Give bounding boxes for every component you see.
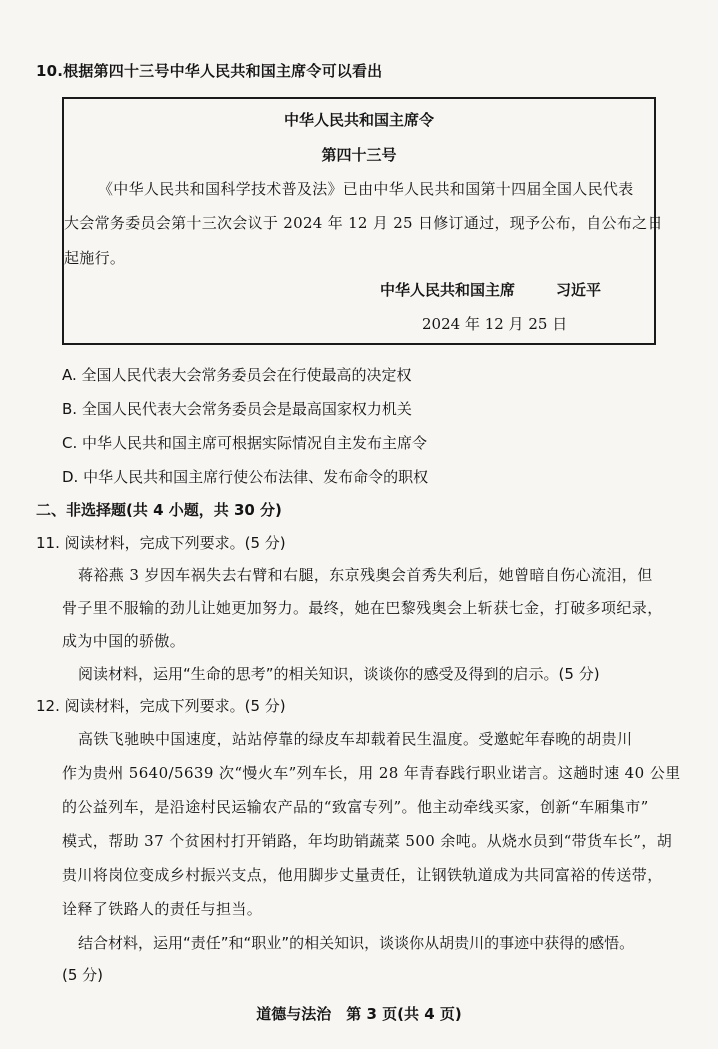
decree-line-1: 《中华人民共和国科学技术普及法》已由中华人民共和国第十四届全国人民代表 (98, 180, 634, 198)
question-12-title: 12. 阅读材料，完成下列要求。(5 分) (36, 697, 286, 715)
q12-material-line-4: 模式，帮助 37 个贫困村打开销路，年均助销蔬菜 500 余吨。从烧水员到“带货车长”，胡 (62, 832, 673, 850)
q11-material-line-1: 蒋裕燕 3 岁因车祸失去右臂和右腿，东京残奥会首秀失利后，她曾暗自伤心流泪，但 (78, 566, 653, 584)
q12-material-line-1: 高铁飞驰映中国速度，站站停靠的绿皮车却载着民生温度。受邀蛇年春晚的胡贵川 (78, 730, 633, 748)
decree-line-2: 大会常务委员会第十三次会议于 2024 年 12 月 25 日修订通过，现予公布，自公布之日 (64, 214, 663, 232)
decree-box (62, 97, 663, 345)
option-a: A. 全国人民代表大会常务委员会在行使最高的决定权 (62, 366, 412, 384)
decree-date: 2024 年 12 月 25 日 (422, 315, 568, 333)
question-11-title: 11. 阅读材料，完成下列要求。(5 分) (36, 534, 286, 552)
section-2-title: 二、非选择题(共 4 小题，共 30 分) (36, 501, 282, 519)
q12-question-line-2: (5 分) (62, 966, 104, 984)
q12-material-line-5: 贵川将岗位变成乡村振兴支点，他用脚步丈量责任，让钢铁轨道成为共同富裕的传送带， (62, 866, 663, 884)
option-d: D. 中华人民共和国主席行使公布法律、发布命令的职权 (62, 468, 429, 486)
q12-question-line-1: 结合材料，运用“责任”和“职业”的相关知识，谈谈你从胡贵川的事迹中获得的感悟。 (78, 934, 635, 952)
q11-question: 阅读材料，运用“生命的思考”的相关知识，谈谈你的感受及得到的启示。(5 分) (78, 665, 600, 683)
q12-material-line-6: 诠释了铁路人的责任与担当。 (62, 900, 263, 918)
option-b: B. 全国人民代表大会常务委员会是最高国家权力机关 (62, 400, 412, 418)
decree-signatory-name: 习近平 (556, 281, 602, 299)
q11-material-line-2: 骨子里不服输的劲儿让她更加努力。最终，她在巴黎残奥会上斩获七金，打破多项纪录， (62, 599, 663, 617)
question-10-title: 10.根据第四十三号中华人民共和国主席令可以看出 (36, 62, 383, 80)
q12-material-line-2: 作为贵州 5640/5639 次“慢火车”列车长，用 28 年青春践行职业诺言。这趟时速 40 公里 (62, 764, 681, 782)
option-c: C. 中华人民共和国主席可根据实际情况自主发布主席令 (62, 434, 428, 452)
q11-material-line-3: 成为中国的骄傲。 (62, 632, 186, 650)
decree-signatory: 中华人民共和国主席 (380, 281, 516, 299)
page-footer: 道德与法治 第 3 页(共 4 页) (256, 1005, 462, 1023)
decree-heading: 中华人民共和国主席令 (283, 111, 434, 129)
q12-material-line-3: 的公益列车，是沿途村民运输农产品的“致富专列”。他主动牵线买家，创新“车厢集市” (62, 798, 649, 816)
decree-line-3: 起施行。 (64, 249, 126, 267)
decree-number: 第四十三号 (321, 146, 397, 164)
